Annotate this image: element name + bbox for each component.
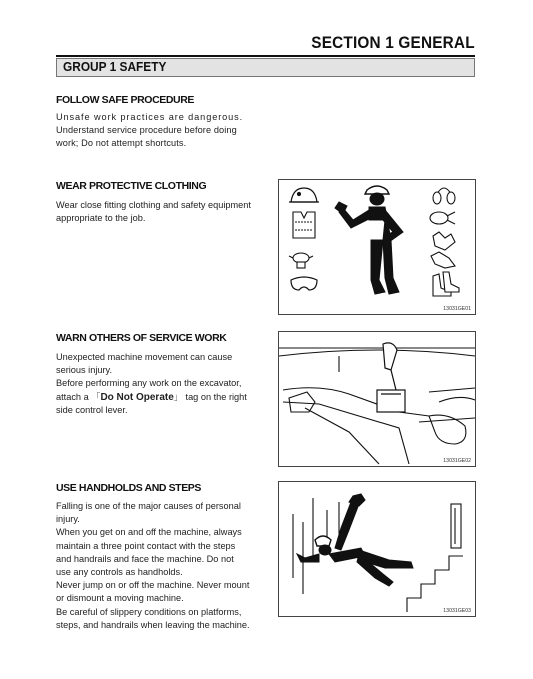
paragraph-follow-safe-procedure bbox=[56, 111, 243, 151]
text-line: use any controls as handholds. bbox=[56, 567, 183, 578]
text-line: injury. bbox=[56, 514, 80, 525]
section-title: SECTION 1 GENERAL bbox=[311, 34, 475, 52]
heading-use-handholds: USE HANDHOLDS AND STEPS bbox=[56, 482, 202, 494]
safety-vest-icon bbox=[293, 212, 315, 238]
paragraph-warn-others bbox=[56, 351, 247, 417]
text-line: Wear close fitting clothing and safety equipment bbox=[56, 200, 251, 210]
paragraph-wear-protective-clothing bbox=[56, 199, 251, 225]
text-line: Before performing any work on the excavator, bbox=[56, 378, 242, 389]
falling-person-illustration bbox=[279, 482, 475, 616]
text-line: Falling is one of the major causes of personal bbox=[56, 501, 241, 511]
respirator-icon bbox=[289, 253, 313, 268]
text-line: serious injury. bbox=[56, 365, 112, 376]
text-line: steps, and handrails when leaving the machine. bbox=[56, 619, 250, 630]
section-rule bbox=[56, 55, 475, 57]
text-line: Never jump on or off the machine. Never mount bbox=[56, 580, 250, 591]
figure-code: 13031GE01 bbox=[443, 306, 471, 312]
figure-protective-clothing bbox=[278, 179, 476, 315]
paragraph-use-handholds bbox=[56, 500, 250, 632]
text-line: Be careful of slippery conditions on platforms, bbox=[56, 606, 242, 617]
tag-prefix: attach a 「 bbox=[56, 391, 101, 402]
safety-boots-icon bbox=[433, 272, 459, 296]
figure-falling-person bbox=[278, 481, 476, 617]
figure-code: 13031GE02 bbox=[443, 458, 471, 464]
text-line: or dismount a moving machine. bbox=[56, 593, 184, 604]
motion-lines bbox=[293, 498, 339, 594]
falling-person-icon bbox=[297, 494, 413, 586]
group-title-bar bbox=[56, 58, 475, 77]
hearing-protection-icon bbox=[430, 212, 455, 224]
heading-wear-protective-clothing: WEAR PROTECTIVE CLOTHING bbox=[56, 180, 207, 192]
heading-follow-safe-procedure: FOLLOW SAFE PROCEDURE bbox=[56, 94, 195, 106]
ear-muffs-icon bbox=[433, 188, 455, 204]
text-line: When you get on and off the machine, always bbox=[56, 527, 242, 538]
do-not-operate-tag-text: Do Not Operate bbox=[100, 391, 174, 403]
text-line-tag bbox=[56, 391, 247, 404]
protective-equipment-illustration bbox=[279, 180, 475, 314]
control-lever-illustration bbox=[279, 332, 475, 466]
text-line: Unsafe work practices are dangerous. bbox=[56, 112, 244, 122]
gloves-icon bbox=[431, 232, 455, 268]
text-line: work; Do not attempt shortcuts. bbox=[56, 138, 187, 149]
hard-hat-icon bbox=[289, 188, 319, 202]
text-line: maintain a three point contact with the steps bbox=[56, 540, 236, 551]
figure-code: 13031GE03 bbox=[443, 608, 471, 614]
text-line: Unexpected machine movement can cause bbox=[56, 352, 233, 362]
figure-control-lever bbox=[278, 331, 476, 467]
text-line: and handrails and face the machine. Do not bbox=[56, 553, 234, 564]
worker-figure-icon bbox=[335, 186, 403, 294]
text-line: appropriate to the job. bbox=[56, 213, 146, 224]
text-line: Understand service procedure before doing bbox=[56, 125, 237, 136]
steps-and-handrail-icon bbox=[407, 504, 463, 612]
group-title: GROUP 1 SAFETY bbox=[63, 60, 167, 74]
goggles-icon bbox=[291, 277, 317, 290]
heading-warn-others: WARN OTHERS OF SERVICE WORK bbox=[56, 332, 227, 344]
tag-suffix: 」 tag on the right bbox=[173, 391, 247, 402]
control-lever-icon bbox=[377, 343, 405, 412]
text-line: side control lever. bbox=[56, 404, 128, 415]
